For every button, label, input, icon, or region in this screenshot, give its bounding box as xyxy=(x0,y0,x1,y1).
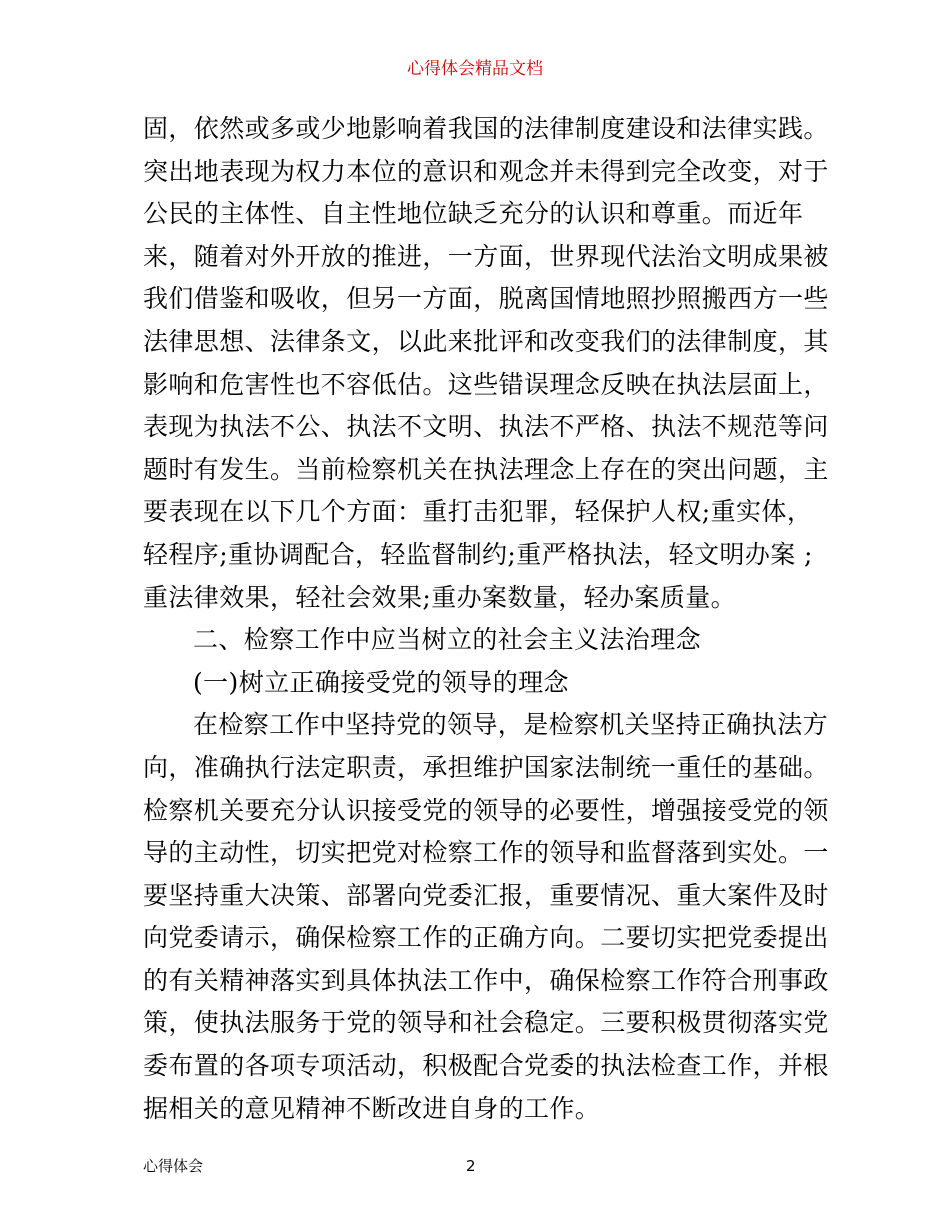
text-line: 要坚持重大决策、部署向党委汇报，重要情况、重大案件及时 xyxy=(143,880,829,910)
text-line: 来，随着对外开放的推进，一方面，世界现代法治文明成果被 xyxy=(143,241,829,271)
text-line: 在检察工作中坚持党的领导，是检察机关坚持正确执法方 xyxy=(193,710,829,740)
header-title: 心得体会精品文档 xyxy=(407,59,543,79)
text-line: 据相关的意见精神不断改进自身的工作。 xyxy=(143,1093,601,1123)
page-number: 2 xyxy=(466,1157,476,1175)
subsection-heading: (一)树立正确接受党的领导的理念 xyxy=(193,667,569,697)
section-heading: 二、检察工作中应当树立的社会主义法治理念 xyxy=(193,625,702,655)
footer-label: 心得体会 xyxy=(143,1157,204,1175)
text-line: 突出地表现为权力本位的意识和观念并未得到完全改变，对于 xyxy=(143,156,829,186)
text-line: 固，依然或多或少地影响着我国的法律制度建设和法律实践。 xyxy=(143,114,829,143)
text-line: 影响和危害性也不容低估。这些错误理念反映在执法层面上， xyxy=(143,369,829,399)
text-line: 向党委请示，确保检察工作的正确方向。二要切实把党委提出 xyxy=(143,923,829,953)
text-line: 导的主动性，切实把党对检察工作的领导和监督落到实处。一 xyxy=(143,838,829,868)
text-line: 向，准确执行法定职责，承担维护国家法制统一重任的基础。 xyxy=(143,752,829,782)
text-line: 重法律效果，轻社会效果;重办案数量，轻办案质量。 xyxy=(143,582,737,612)
text-line: 委布置的各项专项活动，积极配合党委的执法检查工作，并根 xyxy=(143,1051,829,1081)
text-line: 轻程序;重协调配合，轻监督制约;重严格执法，轻文明办案 ; xyxy=(143,539,813,569)
text-line: 检察机关要充分认识接受党的领导的必要性，增强接受党的领 xyxy=(143,795,829,825)
text-line: 策，使执法服务于党的领导和社会稳定。三要积极贯彻落实党 xyxy=(143,1008,829,1038)
text-line: 题时有发生。当前检察机关在执法理念上存在的突出问题，主 xyxy=(143,454,829,484)
text-line: 表现为执法不公、执法不文明、执法不严格、执法不规范等问 xyxy=(143,412,829,442)
text-line: 要表现在以下几个方面：重打击犯罪，轻保护人权;重实体， xyxy=(143,497,813,527)
text-line: 法律思想、法律条文，以此来批评和改变我们的法律制度，其 xyxy=(143,326,829,356)
text-line: 公民的主体性、自主性地位缺乏充分的认识和尊重。而近年 xyxy=(143,199,804,229)
text-line: 的有关精神落实到具体执法工作中，确保检察工作符合刑事政 xyxy=(143,965,829,995)
text-line: 我们借鉴和吸收，但另一方面，脱离国情地照抄照搬西方一些 xyxy=(143,284,829,314)
document-body xyxy=(143,108,829,1130)
